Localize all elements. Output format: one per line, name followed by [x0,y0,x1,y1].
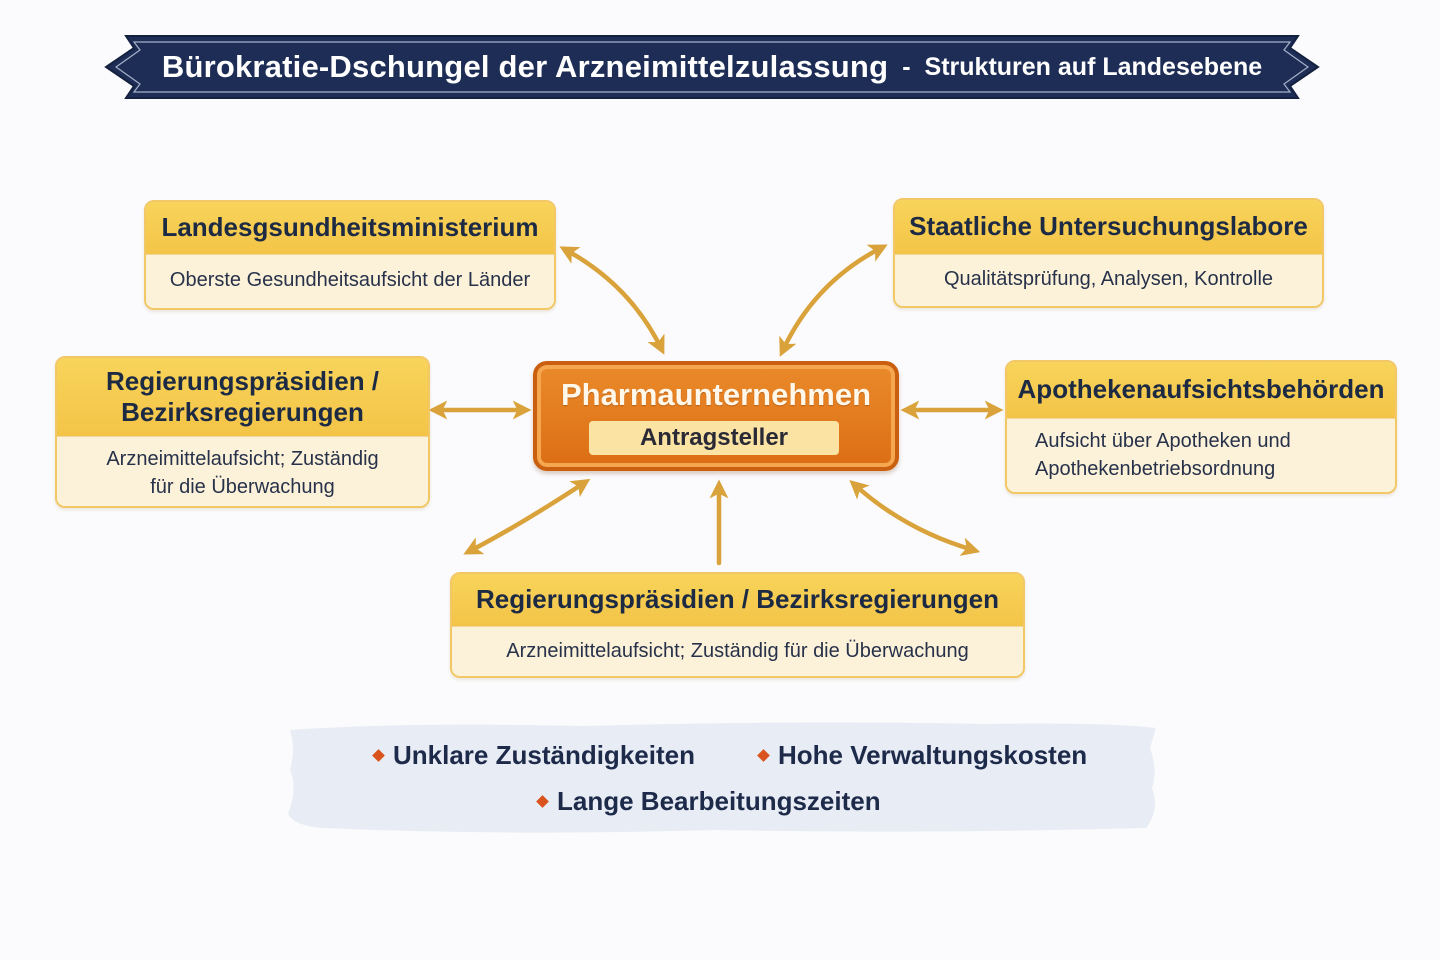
bullet-diamond-icon [536,795,549,808]
bullet-diamond-icon [757,749,770,762]
bullet-diamond-icon [372,749,385,762]
note-item [374,740,695,771]
banner-subtitle: Strukturen auf Landesebene [924,52,1263,81]
note-text: Lange Bearbeitungszeiten [557,786,881,816]
box-title [57,358,428,436]
box-description: Arzneimittelaufsicht; Zuständig für die Überwachung [452,626,1023,676]
box-regierungspraesidien-left [55,356,430,508]
box-apothekenaufsicht [1005,360,1397,494]
note-item [759,740,1087,771]
note-text: Unklare Zuständigkeiten [393,740,695,770]
box-untersuchungslabore [893,198,1324,308]
center-title: Pharmaunternehmen [560,377,872,412]
box-description [1007,418,1395,492]
box-description: Oberste Gesundheitsaufsicht der Länder [146,254,554,308]
box-title-line1: Regierungspräsidien / [105,365,380,396]
box-description-line1: Aufsicht über Apotheken und [1035,430,1291,452]
box-description: Qualitätsprüfung, Analysen, Kontrolle [895,254,1322,306]
banner-title: Bürokratie-Dschungel der Arzneimittelzulassung [161,49,889,84]
box-description-line2: für die Überwachung [150,476,335,498]
note-brush-background [284,718,1160,836]
note-text: Hohe Verwaltungskosten [778,740,1088,770]
box-title: Apothekenaufsichtsbehörden [1007,362,1395,418]
box-title: Landesgsundheitsministerium [146,202,554,254]
box-description [57,436,428,506]
box-description-line1: Arzneimittelaufsicht; Zuständig [106,448,379,470]
box-title: Regierungspräsidien / Bezirksregierungen [452,574,1023,626]
box-title-line2: Bezirksregierungen [121,397,364,427]
arrow-bottom-right [855,485,973,550]
box-regierungspraesidien-bottom [450,572,1025,678]
arrow-ministry [566,250,661,348]
arrow-labs [783,248,881,350]
box-description-line2: Apothekenbetriebsordnung [1035,458,1276,480]
box-landesgesundheitsministerium [144,200,556,310]
box-title: Staatliche Untersuchungslabore [895,200,1322,254]
arrow-bottom-left [470,483,584,551]
banner-separator: - [902,52,911,81]
center-subtitle: Antragsteller [589,421,839,455]
note-item [538,786,881,817]
center-node-pharmaunternehmen [533,361,899,471]
